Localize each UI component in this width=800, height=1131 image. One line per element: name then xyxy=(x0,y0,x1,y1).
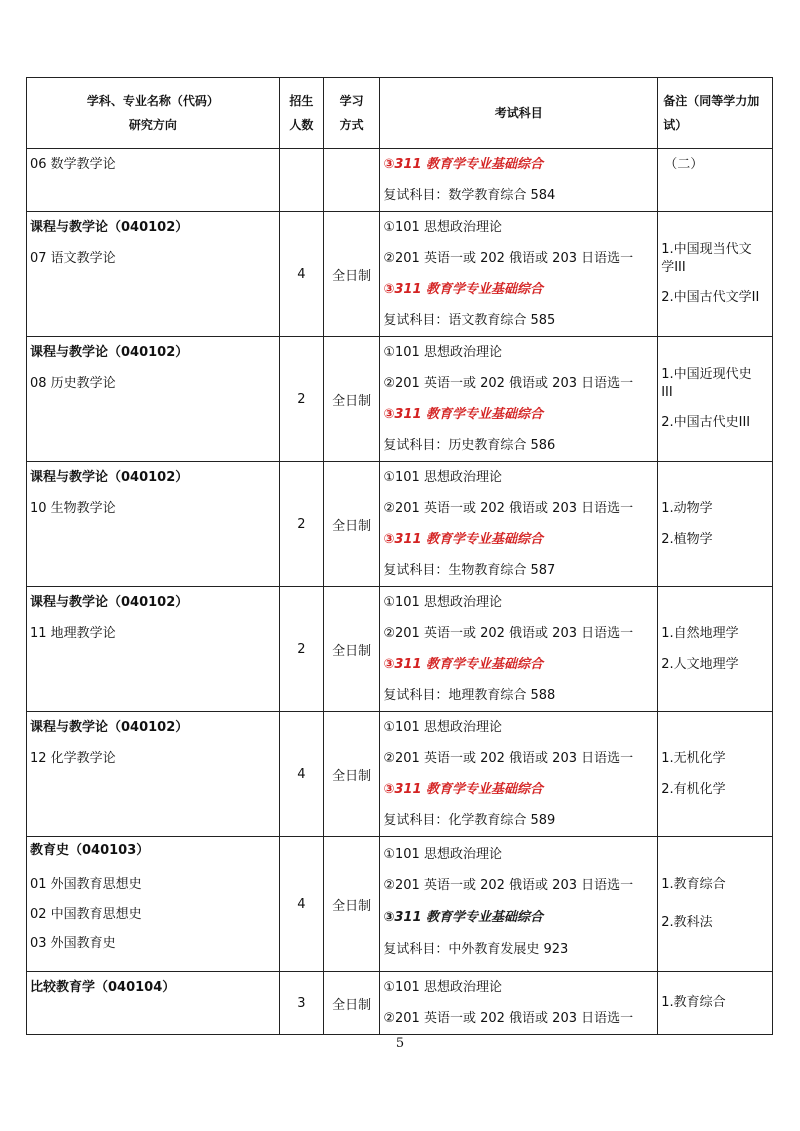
major-cell xyxy=(27,972,280,1035)
notes-cell xyxy=(658,462,773,587)
exam-subject-2: ②201 英语一或 202 俄语或 203 日语选一 xyxy=(383,751,634,766)
table-row xyxy=(27,972,773,1035)
note-2: 2.中国古代文学II xyxy=(661,290,760,305)
major-cell xyxy=(27,462,280,587)
direction-text: 03 外国教育史 xyxy=(30,936,116,951)
header-exams: 考试科目 xyxy=(380,78,658,149)
notes-cell xyxy=(658,972,773,1035)
table-row xyxy=(27,712,773,837)
exam-cell xyxy=(380,149,658,212)
direction-text: 06 数学教学论 xyxy=(30,157,116,172)
enrollment-count: 3 xyxy=(297,995,306,1011)
enrollment-count: 2 xyxy=(297,641,306,657)
note-1: 1.教育综合 xyxy=(661,877,726,892)
mode-cell xyxy=(323,712,379,837)
major-name: 课程与教学论（040102） xyxy=(30,345,189,360)
count-cell xyxy=(279,837,323,972)
study-mode: 全日制 xyxy=(332,268,372,284)
direction-text: 11 地理教学论 xyxy=(30,626,116,641)
major-cell xyxy=(27,712,280,837)
exam-cell xyxy=(380,712,658,837)
major-name: 课程与教学论（040102） xyxy=(30,220,189,235)
exam-cell xyxy=(380,337,658,462)
exam-subject-2: ②201 英语一或 202 俄语或 203 日语选一 xyxy=(383,501,634,516)
mode-cell xyxy=(323,837,379,972)
exam-cell xyxy=(380,462,658,587)
note-1: 1.动物学 xyxy=(661,500,713,516)
note-1: 1.自然地理学 xyxy=(661,625,739,641)
exam-subject-1: ①101 思想政治理论 xyxy=(383,847,502,862)
exam-cell xyxy=(380,837,658,972)
major-name: 课程与教学论（040102） xyxy=(30,720,189,735)
count-cell xyxy=(279,149,323,212)
count-cell xyxy=(279,587,323,712)
enrollment-count: 2 xyxy=(297,391,306,407)
enrollment-count: 4 xyxy=(297,266,306,282)
retest-subject: 复试科目：中外教育发展史 923 xyxy=(383,942,569,957)
note-2: 2.教科法 xyxy=(661,915,713,930)
table-row xyxy=(27,462,773,587)
header-notes: 备注（同等学力加 试） xyxy=(658,78,773,149)
page-number: 5 xyxy=(395,1036,405,1051)
note-2: 2.有机化学 xyxy=(661,781,726,797)
note-2: 2.人文地理学 xyxy=(661,656,739,672)
program-table xyxy=(26,77,773,1035)
exam-cell xyxy=(380,972,658,1035)
note-1: 1.教育综合 xyxy=(661,995,726,1010)
exam-subject-2: ②201 英语一或 202 俄语或 203 日语选一 xyxy=(383,376,634,391)
count-cell xyxy=(279,462,323,587)
direction-text: 12 化学教学论 xyxy=(30,751,116,766)
exam-subject-1: ①101 思想政治理论 xyxy=(383,470,502,485)
count-cell xyxy=(279,972,323,1035)
retest-subject: 复试科目：地理教育综合 588 xyxy=(383,688,556,703)
notes-cell xyxy=(658,149,773,212)
direction-text: 01 外国教育思想史 xyxy=(30,877,142,892)
direction-text: 08 历史教学论 xyxy=(30,376,116,391)
header-major: 学科、专业名称（代码） 研究方向 xyxy=(27,78,280,149)
exam-subject-3: ③311 教育学专业基础综合 xyxy=(383,782,544,797)
exam-cell xyxy=(380,587,658,712)
table-row xyxy=(27,837,773,972)
note-2: 2.中国古代史III xyxy=(661,415,751,430)
note-1-cont: 学III xyxy=(661,260,686,275)
enrollment-count: 2 xyxy=(297,516,306,532)
retest-subject: 复试科目：历史教育综合 586 xyxy=(383,438,556,453)
major-cell xyxy=(27,212,280,337)
count-cell xyxy=(279,212,323,337)
exam-subject-2: ②201 英语一或 202 俄语或 203 日语选一 xyxy=(383,626,634,641)
study-mode: 全日制 xyxy=(332,997,372,1013)
count-cell xyxy=(279,337,323,462)
enrollment-count: 4 xyxy=(297,896,306,912)
note-text: （二） xyxy=(664,157,704,172)
direction-text: 02 中国教育思想史 xyxy=(30,907,142,922)
exam-subject-2: ②201 英语一或 202 俄语或 203 日语选一 xyxy=(383,1011,634,1026)
mode-cell xyxy=(323,149,379,212)
exam-subject-2: ②201 英语一或 202 俄语或 203 日语选一 xyxy=(383,878,634,893)
mode-cell xyxy=(323,462,379,587)
major-name: 课程与教学论（040102） xyxy=(30,595,189,610)
table-row xyxy=(27,149,773,212)
major-name: 课程与教学论（040102） xyxy=(30,470,189,485)
note-1: 1.中国近现代史 xyxy=(661,367,752,382)
header-count: 招生 人数 xyxy=(279,78,323,149)
study-mode: 全日制 xyxy=(332,643,372,659)
exam-cell xyxy=(380,212,658,337)
table-row xyxy=(27,337,773,462)
mode-cell xyxy=(323,337,379,462)
header-mode: 学习 方式 xyxy=(323,78,379,149)
exam-subject-1: ①101 思想政治理论 xyxy=(383,720,502,735)
study-mode: 全日制 xyxy=(332,898,372,914)
table-row xyxy=(27,212,773,337)
mode-cell xyxy=(323,972,379,1035)
exam-subject-3: ③311 教育学专业基础综合 xyxy=(383,910,544,925)
major-name: 教育史（040103） xyxy=(30,843,150,858)
note-1-cont: III xyxy=(661,385,673,400)
notes-cell xyxy=(658,587,773,712)
count-cell xyxy=(279,712,323,837)
exam-subject-1: ①101 思想政治理论 xyxy=(383,595,502,610)
exam-subject-1: ①101 思想政治理论 xyxy=(383,345,502,360)
mode-cell xyxy=(323,212,379,337)
exam-subject-3: ③311 教育学专业基础综合 xyxy=(383,657,544,672)
exam-subject-1: ①101 思想政治理论 xyxy=(383,220,502,235)
note-1: 1.中国现当代文 xyxy=(661,242,752,257)
retest-subject: 复试科目：化学教育综合 589 xyxy=(383,813,556,828)
direction-text: 07 语文教学论 xyxy=(30,251,116,266)
major-cell xyxy=(27,837,280,972)
major-cell xyxy=(27,337,280,462)
table-header-row xyxy=(27,78,773,149)
exam-subject-3: ③311 教育学专业基础综合 xyxy=(383,282,544,297)
enrollment-count: 4 xyxy=(297,766,306,782)
major-cell xyxy=(27,587,280,712)
notes-cell xyxy=(658,212,773,337)
notes-cell xyxy=(658,712,773,837)
note-2: 2.植物学 xyxy=(661,531,713,547)
study-mode: 全日制 xyxy=(332,393,372,409)
major-cell xyxy=(27,149,280,212)
retest-subject: 复试科目：生物教育综合 587 xyxy=(383,563,556,578)
exam-subject-1: ①101 思想政治理论 xyxy=(383,980,502,995)
notes-cell xyxy=(658,337,773,462)
direction-text: 10 生物教学论 xyxy=(30,501,116,516)
exam-subject-3: ③311 教育学专业基础综合 xyxy=(383,407,544,422)
mode-cell xyxy=(323,587,379,712)
note-1: 1.无机化学 xyxy=(661,750,726,766)
study-mode: 全日制 xyxy=(332,518,372,534)
exam-subject-2: ②201 英语一或 202 俄语或 203 日语选一 xyxy=(383,251,634,266)
notes-cell xyxy=(658,837,773,972)
exam-subject-3: ③311 教育学专业基础综合 xyxy=(383,157,544,172)
major-name: 比较教育学（040104） xyxy=(30,980,176,995)
retest-subject: 复试科目：语文教育综合 585 xyxy=(383,313,556,328)
study-mode: 全日制 xyxy=(332,768,372,784)
table-row xyxy=(27,587,773,712)
exam-subject-3: ③311 教育学专业基础综合 xyxy=(383,532,544,547)
retest-subject: 复试科目：数学教育综合 584 xyxy=(383,188,556,203)
